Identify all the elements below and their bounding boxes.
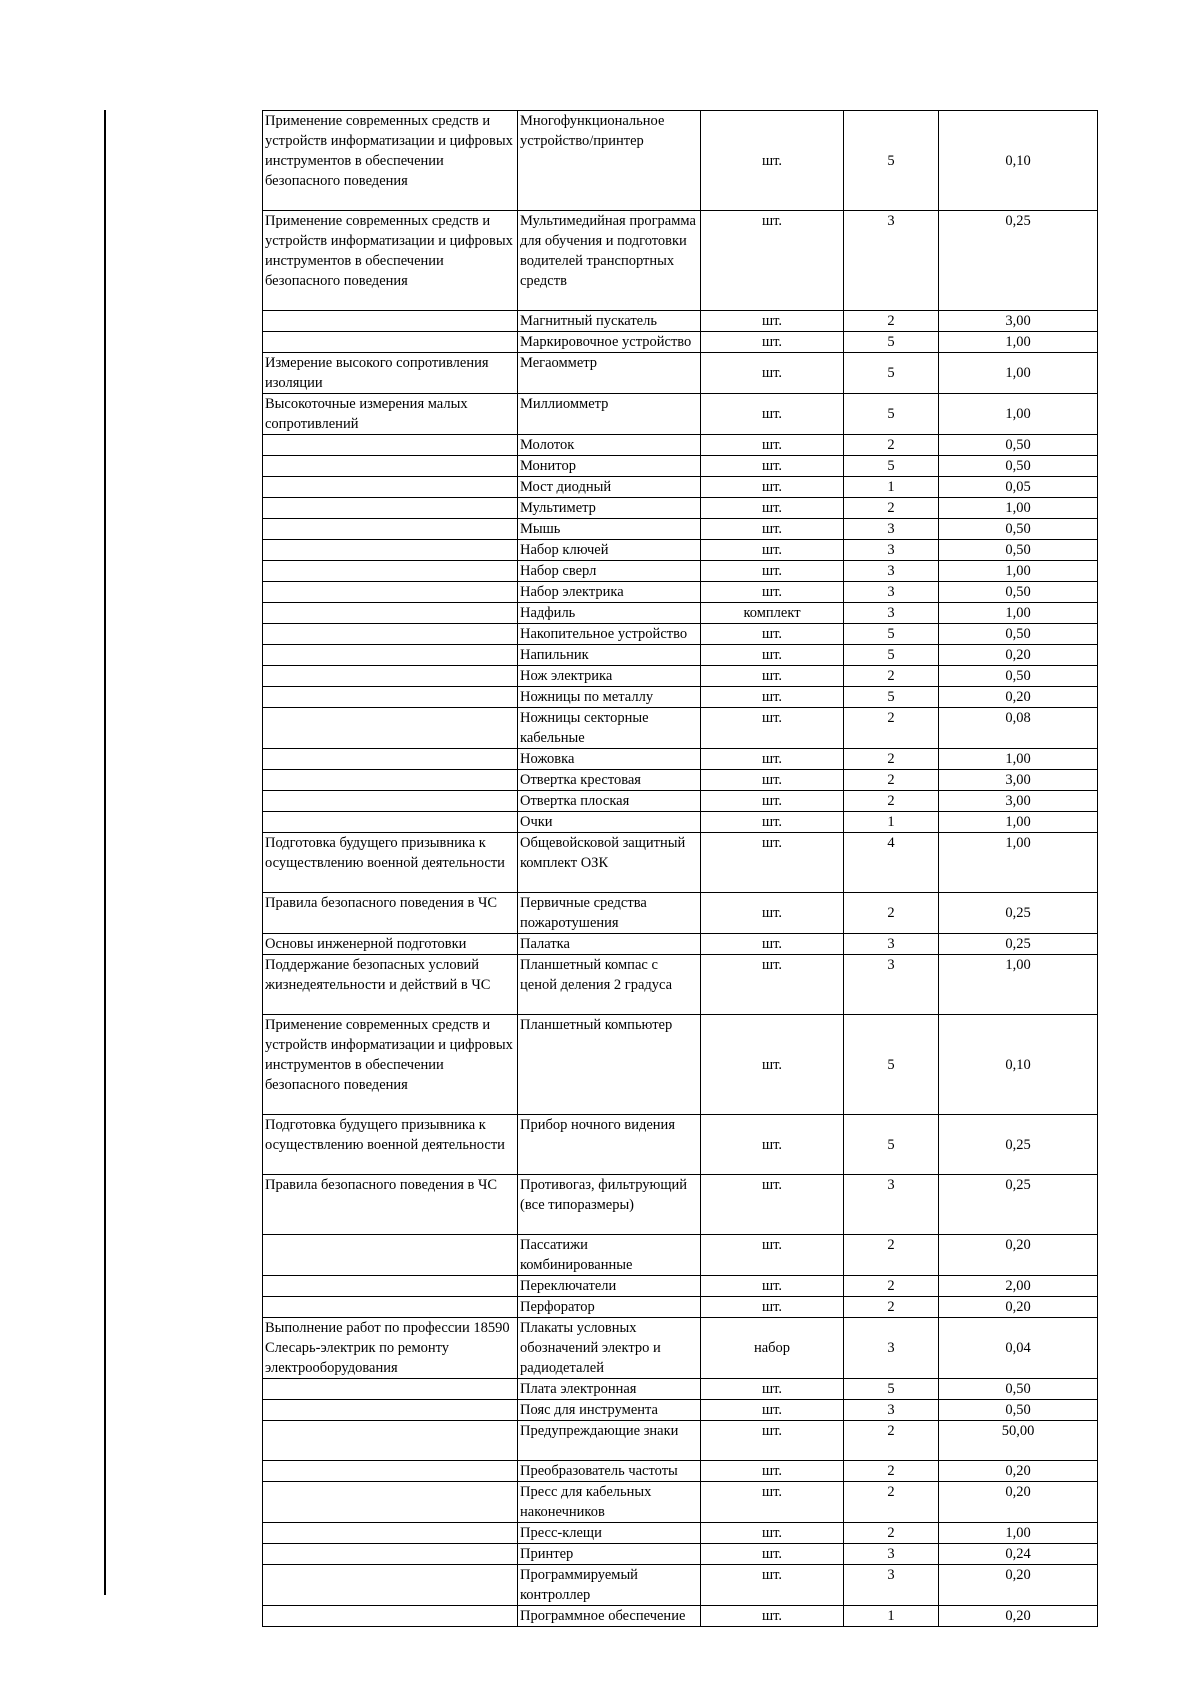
- norm-cell: 0,50: [939, 1400, 1098, 1421]
- table-row: [263, 1015, 1098, 1115]
- topic-cell: [263, 498, 518, 519]
- table-row: [263, 893, 1098, 934]
- unit-cell: шт.: [701, 1565, 844, 1606]
- quantity-cell: 5: [844, 353, 939, 394]
- quantity-cell: 2: [844, 749, 939, 770]
- item-name-cell: Отвертка плоская: [518, 791, 701, 812]
- item-name-cell: Набор электрика: [518, 582, 701, 603]
- norm-cell: 0,20: [939, 1565, 1098, 1606]
- topic-cell: [263, 749, 518, 770]
- left-margin-rule: [104, 110, 106, 1595]
- topic-cell: [263, 1482, 518, 1523]
- norm-cell: 1,00: [939, 498, 1098, 519]
- table-row: [263, 1318, 1098, 1379]
- topic-cell: [263, 687, 518, 708]
- item-name-cell: Мультимедийная программа для обучения и подготовки водителей транспортных средств: [518, 211, 701, 311]
- unit-cell: шт.: [701, 1297, 844, 1318]
- item-name-cell: Очки: [518, 812, 701, 833]
- item-name-cell: Отвертка крестовая: [518, 770, 701, 791]
- table-row: [263, 1297, 1098, 1318]
- norm-cell: 0,10: [939, 1015, 1098, 1115]
- table-row: [263, 812, 1098, 833]
- table-row: [263, 582, 1098, 603]
- quantity-cell: 5: [844, 1379, 939, 1400]
- table-row: [263, 666, 1098, 687]
- unit-cell: шт.: [701, 311, 844, 332]
- topic-cell: Высокоточные измерения малых сопротивлений: [263, 394, 518, 435]
- topic-cell: Выполнение работ по профессии 18590 Слесарь-электрик по ремонту электрооборудования: [263, 1318, 518, 1379]
- topic-cell: [263, 1461, 518, 1482]
- unit-cell: шт.: [701, 456, 844, 477]
- unit-cell: набор: [701, 1318, 844, 1379]
- table-row: [263, 211, 1098, 311]
- table-row: [263, 477, 1098, 498]
- quantity-cell: 2: [844, 1297, 939, 1318]
- unit-cell: шт.: [701, 435, 844, 456]
- unit-cell: шт.: [701, 1461, 844, 1482]
- quantity-cell: 2: [844, 1421, 939, 1461]
- topic-cell: [263, 624, 518, 645]
- unit-cell: шт.: [701, 1015, 844, 1115]
- unit-cell: шт.: [701, 332, 844, 353]
- table-row: [263, 332, 1098, 353]
- table-row: [263, 791, 1098, 812]
- item-name-cell: Плата электронная: [518, 1379, 701, 1400]
- quantity-cell: 2: [844, 1276, 939, 1297]
- quantity-cell: 2: [844, 1461, 939, 1482]
- table-row: [263, 955, 1098, 1015]
- norm-cell: 0,50: [939, 1379, 1098, 1400]
- quantity-cell: 3: [844, 540, 939, 561]
- table-row: [263, 1482, 1098, 1523]
- topic-cell: [263, 311, 518, 332]
- norm-cell: 1,00: [939, 394, 1098, 435]
- quantity-cell: 5: [844, 394, 939, 435]
- unit-cell: комплект: [701, 603, 844, 624]
- item-name-cell: Пресс для кабельных наконечников: [518, 1482, 701, 1523]
- norm-cell: 0,25: [939, 893, 1098, 934]
- table-row: [263, 749, 1098, 770]
- topic-cell: Правила безопасного поведения в ЧС: [263, 1175, 518, 1235]
- norm-cell: 0,04: [939, 1318, 1098, 1379]
- item-name-cell: Ножовка: [518, 749, 701, 770]
- table-row: [263, 353, 1098, 394]
- norm-cell: 1,00: [939, 812, 1098, 833]
- table-row: [263, 1461, 1098, 1482]
- topic-cell: [263, 540, 518, 561]
- topic-cell: [263, 645, 518, 666]
- item-name-cell: Противогаз, фильтрующий (все типоразмеры): [518, 1175, 701, 1235]
- item-name-cell: Прибор ночного видения: [518, 1115, 701, 1175]
- item-name-cell: Мультиметр: [518, 498, 701, 519]
- norm-cell: 3,00: [939, 770, 1098, 791]
- unit-cell: шт.: [701, 1606, 844, 1627]
- table-row: [263, 687, 1098, 708]
- quantity-cell: 2: [844, 708, 939, 749]
- unit-cell: шт.: [701, 645, 844, 666]
- topic-cell: Применение современных средств и устройств информатизации и цифровых инструментов в обеспечении безопасного поведения: [263, 111, 518, 211]
- unit-cell: шт.: [701, 955, 844, 1015]
- quantity-cell: 5: [844, 624, 939, 645]
- table-row: [263, 435, 1098, 456]
- topic-cell: Основы инженерной подготовки: [263, 934, 518, 955]
- table-row: [263, 394, 1098, 435]
- quantity-cell: 3: [844, 1565, 939, 1606]
- topic-cell: Подготовка будущего призывника к осуществлению военной деятельности: [263, 1115, 518, 1175]
- table-row: [263, 456, 1098, 477]
- topic-cell: [263, 582, 518, 603]
- unit-cell: шт.: [701, 1400, 844, 1421]
- table-row: [263, 770, 1098, 791]
- unit-cell: шт.: [701, 1175, 844, 1235]
- unit-cell: шт.: [701, 519, 844, 540]
- norm-cell: 0,50: [939, 456, 1098, 477]
- topic-cell: [263, 1379, 518, 1400]
- topic-cell: [263, 332, 518, 353]
- item-name-cell: Принтер: [518, 1544, 701, 1565]
- topic-cell: Подготовка будущего призывника к осуществлению военной деятельности: [263, 833, 518, 893]
- norm-cell: 1,00: [939, 833, 1098, 893]
- norm-cell: 0,20: [939, 687, 1098, 708]
- table-row: [263, 1379, 1098, 1400]
- norm-cell: 0,20: [939, 1297, 1098, 1318]
- topic-cell: [263, 456, 518, 477]
- quantity-cell: 3: [844, 561, 939, 582]
- unit-cell: шт.: [701, 833, 844, 893]
- item-name-cell: Общевойсковой защитный комплект ОЗК: [518, 833, 701, 893]
- unit-cell: шт.: [701, 812, 844, 833]
- item-name-cell: Напильник: [518, 645, 701, 666]
- norm-cell: 3,00: [939, 791, 1098, 812]
- topic-cell: [263, 770, 518, 791]
- quantity-cell: 2: [844, 666, 939, 687]
- table-row: [263, 1606, 1098, 1627]
- topic-cell: [263, 1276, 518, 1297]
- item-name-cell: Предупреждающие знаки: [518, 1421, 701, 1461]
- topic-cell: [263, 791, 518, 812]
- norm-cell: 50,00: [939, 1421, 1098, 1461]
- topic-cell: Применение современных средств и устройств информатизации и цифровых инструментов в обеспечении безопасного поведения: [263, 211, 518, 311]
- item-name-cell: Ножницы секторные кабельные: [518, 708, 701, 749]
- norm-cell: 3,00: [939, 311, 1098, 332]
- quantity-cell: 4: [844, 833, 939, 893]
- norm-cell: 0,20: [939, 645, 1098, 666]
- quantity-cell: 2: [844, 791, 939, 812]
- unit-cell: шт.: [701, 353, 844, 394]
- norm-cell: 1,00: [939, 1523, 1098, 1544]
- norm-cell: 1,00: [939, 955, 1098, 1015]
- table-row: [263, 624, 1098, 645]
- unit-cell: шт.: [701, 1115, 844, 1175]
- item-name-cell: Монитор: [518, 456, 701, 477]
- quantity-cell: 2: [844, 1235, 939, 1276]
- quantity-cell: 2: [844, 498, 939, 519]
- table-row: [263, 1276, 1098, 1297]
- quantity-cell: 5: [844, 456, 939, 477]
- topic-cell: [263, 435, 518, 456]
- topic-cell: [263, 1565, 518, 1606]
- item-name-cell: Пассатижи комбинированные: [518, 1235, 701, 1276]
- item-name-cell: Переключатели: [518, 1276, 701, 1297]
- table-row: [263, 1421, 1098, 1461]
- norm-cell: 0,50: [939, 540, 1098, 561]
- table-row: [263, 540, 1098, 561]
- norm-cell: 0,24: [939, 1544, 1098, 1565]
- unit-cell: шт.: [701, 1482, 844, 1523]
- unit-cell: шт.: [701, 1276, 844, 1297]
- item-name-cell: Набор сверл: [518, 561, 701, 582]
- topic-cell: [263, 1421, 518, 1461]
- quantity-cell: 3: [844, 211, 939, 311]
- table-row: [263, 1565, 1098, 1606]
- quantity-cell: 1: [844, 477, 939, 498]
- table-row: [263, 934, 1098, 955]
- norm-cell: 0,20: [939, 1482, 1098, 1523]
- topic-cell: [263, 1544, 518, 1565]
- topic-cell: [263, 561, 518, 582]
- table-row: [263, 645, 1098, 666]
- item-name-cell: Палатка: [518, 934, 701, 955]
- topic-cell: [263, 603, 518, 624]
- topic-cell: [263, 666, 518, 687]
- norm-cell: 0,50: [939, 582, 1098, 603]
- quantity-cell: 2: [844, 311, 939, 332]
- table-row: [263, 833, 1098, 893]
- item-name-cell: Набор ключей: [518, 540, 701, 561]
- table-row: [263, 1400, 1098, 1421]
- item-name-cell: Маркировочное устройство: [518, 332, 701, 353]
- unit-cell: шт.: [701, 934, 844, 955]
- quantity-cell: 3: [844, 603, 939, 624]
- table-row: [263, 1544, 1098, 1565]
- norm-cell: 0,25: [939, 934, 1098, 955]
- quantity-cell: 2: [844, 1523, 939, 1544]
- unit-cell: шт.: [701, 561, 844, 582]
- norm-cell: 0,50: [939, 624, 1098, 645]
- unit-cell: шт.: [701, 1235, 844, 1276]
- unit-cell: шт.: [701, 708, 844, 749]
- topic-cell: [263, 1523, 518, 1544]
- item-name-cell: Молоток: [518, 435, 701, 456]
- topic-cell: Правила безопасного поведения в ЧС: [263, 893, 518, 934]
- item-name-cell: Накопительное устройство: [518, 624, 701, 645]
- item-name-cell: Пресс-клещи: [518, 1523, 701, 1544]
- table-row: [263, 708, 1098, 749]
- table-row: [263, 1523, 1098, 1544]
- unit-cell: шт.: [701, 1421, 844, 1461]
- item-name-cell: Магнитный пускатель: [518, 311, 701, 332]
- item-name-cell: Мегаомметр: [518, 353, 701, 394]
- unit-cell: шт.: [701, 394, 844, 435]
- topic-cell: Измерение высокого сопротивления изоляции: [263, 353, 518, 394]
- equipment-table: [262, 110, 1098, 1627]
- item-name-cell: Нож электрика: [518, 666, 701, 687]
- quantity-cell: 5: [844, 111, 939, 211]
- quantity-cell: 2: [844, 435, 939, 456]
- item-name-cell: Мышь: [518, 519, 701, 540]
- topic-cell: [263, 1400, 518, 1421]
- quantity-cell: 3: [844, 519, 939, 540]
- quantity-cell: 1: [844, 812, 939, 833]
- table-row: [263, 1115, 1098, 1175]
- topic-cell: [263, 519, 518, 540]
- topic-cell: [263, 477, 518, 498]
- unit-cell: шт.: [701, 893, 844, 934]
- table-row: [263, 311, 1098, 332]
- table-row: [263, 561, 1098, 582]
- item-name-cell: Пояс для инструмента: [518, 1400, 701, 1421]
- norm-cell: 0,25: [939, 211, 1098, 311]
- unit-cell: шт.: [701, 1544, 844, 1565]
- topic-cell: [263, 812, 518, 833]
- quantity-cell: 5: [844, 645, 939, 666]
- quantity-cell: 2: [844, 1482, 939, 1523]
- table-row: [263, 1235, 1098, 1276]
- quantity-cell: 3: [844, 1544, 939, 1565]
- norm-cell: 0,50: [939, 435, 1098, 456]
- quantity-cell: 5: [844, 1015, 939, 1115]
- norm-cell: 0,10: [939, 111, 1098, 211]
- topic-cell: [263, 1606, 518, 1627]
- quantity-cell: 3: [844, 934, 939, 955]
- quantity-cell: 5: [844, 1115, 939, 1175]
- unit-cell: шт.: [701, 1523, 844, 1544]
- unit-cell: шт.: [701, 540, 844, 561]
- norm-cell: 0,20: [939, 1235, 1098, 1276]
- norm-cell: 1,00: [939, 561, 1098, 582]
- unit-cell: шт.: [701, 749, 844, 770]
- norm-cell: 1,00: [939, 749, 1098, 770]
- unit-cell: шт.: [701, 477, 844, 498]
- quantity-cell: 3: [844, 1318, 939, 1379]
- unit-cell: шт.: [701, 770, 844, 791]
- norm-cell: 0,50: [939, 519, 1098, 540]
- unit-cell: шт.: [701, 211, 844, 311]
- topic-cell: [263, 708, 518, 749]
- table-row: [263, 1175, 1098, 1235]
- unit-cell: шт.: [701, 687, 844, 708]
- table-row: [263, 519, 1098, 540]
- item-name-cell: Плакаты условных обозначений электро и радиодеталей: [518, 1318, 701, 1379]
- norm-cell: 1,00: [939, 332, 1098, 353]
- norm-cell: 0,20: [939, 1461, 1098, 1482]
- unit-cell: шт.: [701, 582, 844, 603]
- item-name-cell: Миллиомметр: [518, 394, 701, 435]
- quantity-cell: 3: [844, 1400, 939, 1421]
- unit-cell: шт.: [701, 624, 844, 645]
- item-name-cell: Планшетный компас с ценой деления 2 градуса: [518, 955, 701, 1015]
- unit-cell: шт.: [701, 666, 844, 687]
- quantity-cell: 1: [844, 1606, 939, 1627]
- norm-cell: 2,00: [939, 1276, 1098, 1297]
- norm-cell: 0,25: [939, 1115, 1098, 1175]
- item-name-cell: Мост диодный: [518, 477, 701, 498]
- quantity-cell: 3: [844, 955, 939, 1015]
- norm-cell: 0,20: [939, 1606, 1098, 1627]
- item-name-cell: Преобразователь частоты: [518, 1461, 701, 1482]
- item-name-cell: Перфоратор: [518, 1297, 701, 1318]
- item-name-cell: Первичные средства пожаротушения: [518, 893, 701, 934]
- table-row: [263, 498, 1098, 519]
- quantity-cell: 5: [844, 687, 939, 708]
- norm-cell: 0,08: [939, 708, 1098, 749]
- table-row: [263, 603, 1098, 624]
- norm-cell: 0,05: [939, 477, 1098, 498]
- topic-cell: [263, 1297, 518, 1318]
- item-name-cell: Программное обеспечение: [518, 1606, 701, 1627]
- table-row: [263, 111, 1098, 211]
- quantity-cell: 2: [844, 893, 939, 934]
- norm-cell: 1,00: [939, 353, 1098, 394]
- item-name-cell: Программируемый контроллер: [518, 1565, 701, 1606]
- unit-cell: шт.: [701, 111, 844, 211]
- unit-cell: шт.: [701, 1379, 844, 1400]
- norm-cell: 1,00: [939, 603, 1098, 624]
- item-name-cell: Надфиль: [518, 603, 701, 624]
- item-name-cell: Ножницы по металлу: [518, 687, 701, 708]
- topic-cell: Поддержание безопасных условий жизнедеятельности и действий в ЧС: [263, 955, 518, 1015]
- item-name-cell: Многофункциональное устройство/принтер: [518, 111, 701, 211]
- topic-cell: [263, 1235, 518, 1276]
- quantity-cell: 3: [844, 582, 939, 603]
- quantity-cell: 2: [844, 770, 939, 791]
- unit-cell: шт.: [701, 498, 844, 519]
- quantity-cell: 5: [844, 332, 939, 353]
- norm-cell: 0,25: [939, 1175, 1098, 1235]
- unit-cell: шт.: [701, 791, 844, 812]
- topic-cell: Применение современных средств и устройств информатизации и цифровых инструментов в обеспечении безопасного поведения: [263, 1015, 518, 1115]
- norm-cell: 0,50: [939, 666, 1098, 687]
- quantity-cell: 3: [844, 1175, 939, 1235]
- item-name-cell: Планшетный компьютер: [518, 1015, 701, 1115]
